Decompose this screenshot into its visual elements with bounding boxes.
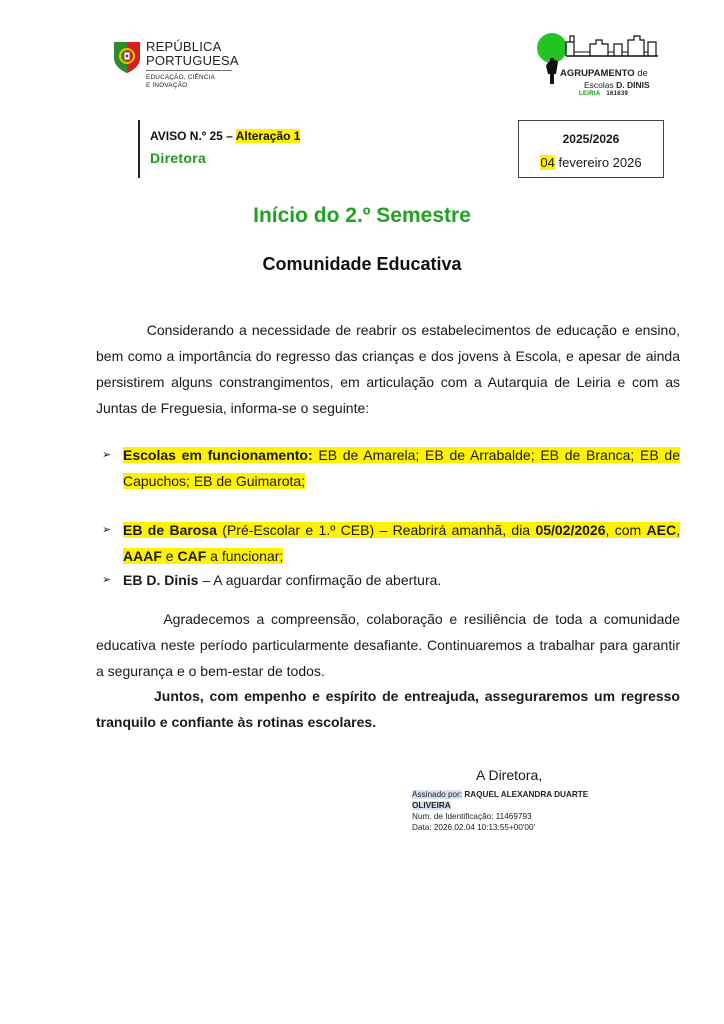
bullet-arrow-icon: ➢: [102, 574, 112, 586]
list-item-eb-barosa: ➢ EB de Barosa (Pré-Escolar e 1.º CEB) – Reabrirá amanhã, dia 05/02/2026, com AEC, AAAF e CAF a funcionar;: [96, 517, 680, 569]
school-group-name: AGRUPAMENTO de: [560, 68, 648, 79]
closing-paragraph: Juntos, com empenho e espírito de entreajuda, asseguraremos um regresso tranquilo e confiante às rotinas escolares.: [96, 688, 680, 730]
republic-divider: [146, 70, 232, 71]
page-title: Início do 2.º Semestre: [253, 204, 471, 227]
notice-date: 04 fevereiro 2026: [540, 155, 642, 170]
school-group-city-code: LEIRIA 161639: [579, 91, 629, 97]
notice-number: AVISO N.º 25 – Alteração 1: [150, 129, 301, 143]
list-item-eb-d-dinis: ➢ EB D. Dinis – A aguardar confirmação de abertura.: [96, 567, 680, 593]
digital-signature: Assinado por: RAQUEL ALEXANDRA DUARTE OLIVEIRA Num. de Identificação: 11469793 Data: 2026.02.04 10:13:55+00'00': [412, 790, 589, 832]
signature-title: A Diretora,: [476, 767, 543, 783]
school-year: 2025/2026: [562, 132, 620, 146]
notice-author: Diretora: [150, 150, 207, 166]
page-subtitle: Comunidade Educativa: [262, 254, 462, 274]
republic-name: REPÚBLICA PORTUGUESA: [146, 39, 239, 68]
notice-divider: [138, 120, 140, 178]
thanks-paragraph: Agradecemos a compreensão, colaboração e resiliência de toda a comunidade educativa neste período particularmente desafiante. Continuaremos a trabalhar para garantir a segurança e o bem-estar de todos.: [96, 611, 680, 679]
school-group-school: Escolas D. DINIS: [584, 80, 650, 90]
republic-emblem-logo: [112, 40, 142, 74]
list-item-open-schools: ➢ Escolas em funcionamento: EB de Amarela; EB de Arrabalde; EB de Branca; EB de Capuchos; EB de Guimarota;: [96, 442, 680, 494]
ministry-name: EDUCAÇÃO, CIÊNCIA E INOVAÇÃO: [146, 74, 216, 89]
intro-paragraph: Considerando a necessidade de reabrir os estabelecimentos de educação e ensino, bem como a importância do regresso das crianças e dos jovens à Escola, e apesar de ainda persistirem alguns constrangimentos, em articulação com a Autarquia de Leiria e com as Juntas de Freguesia, informa-se o seguinte:: [96, 322, 680, 416]
bullet-arrow-icon: ➢: [102, 449, 112, 461]
bullet-arrow-icon: ➢: [102, 524, 112, 536]
